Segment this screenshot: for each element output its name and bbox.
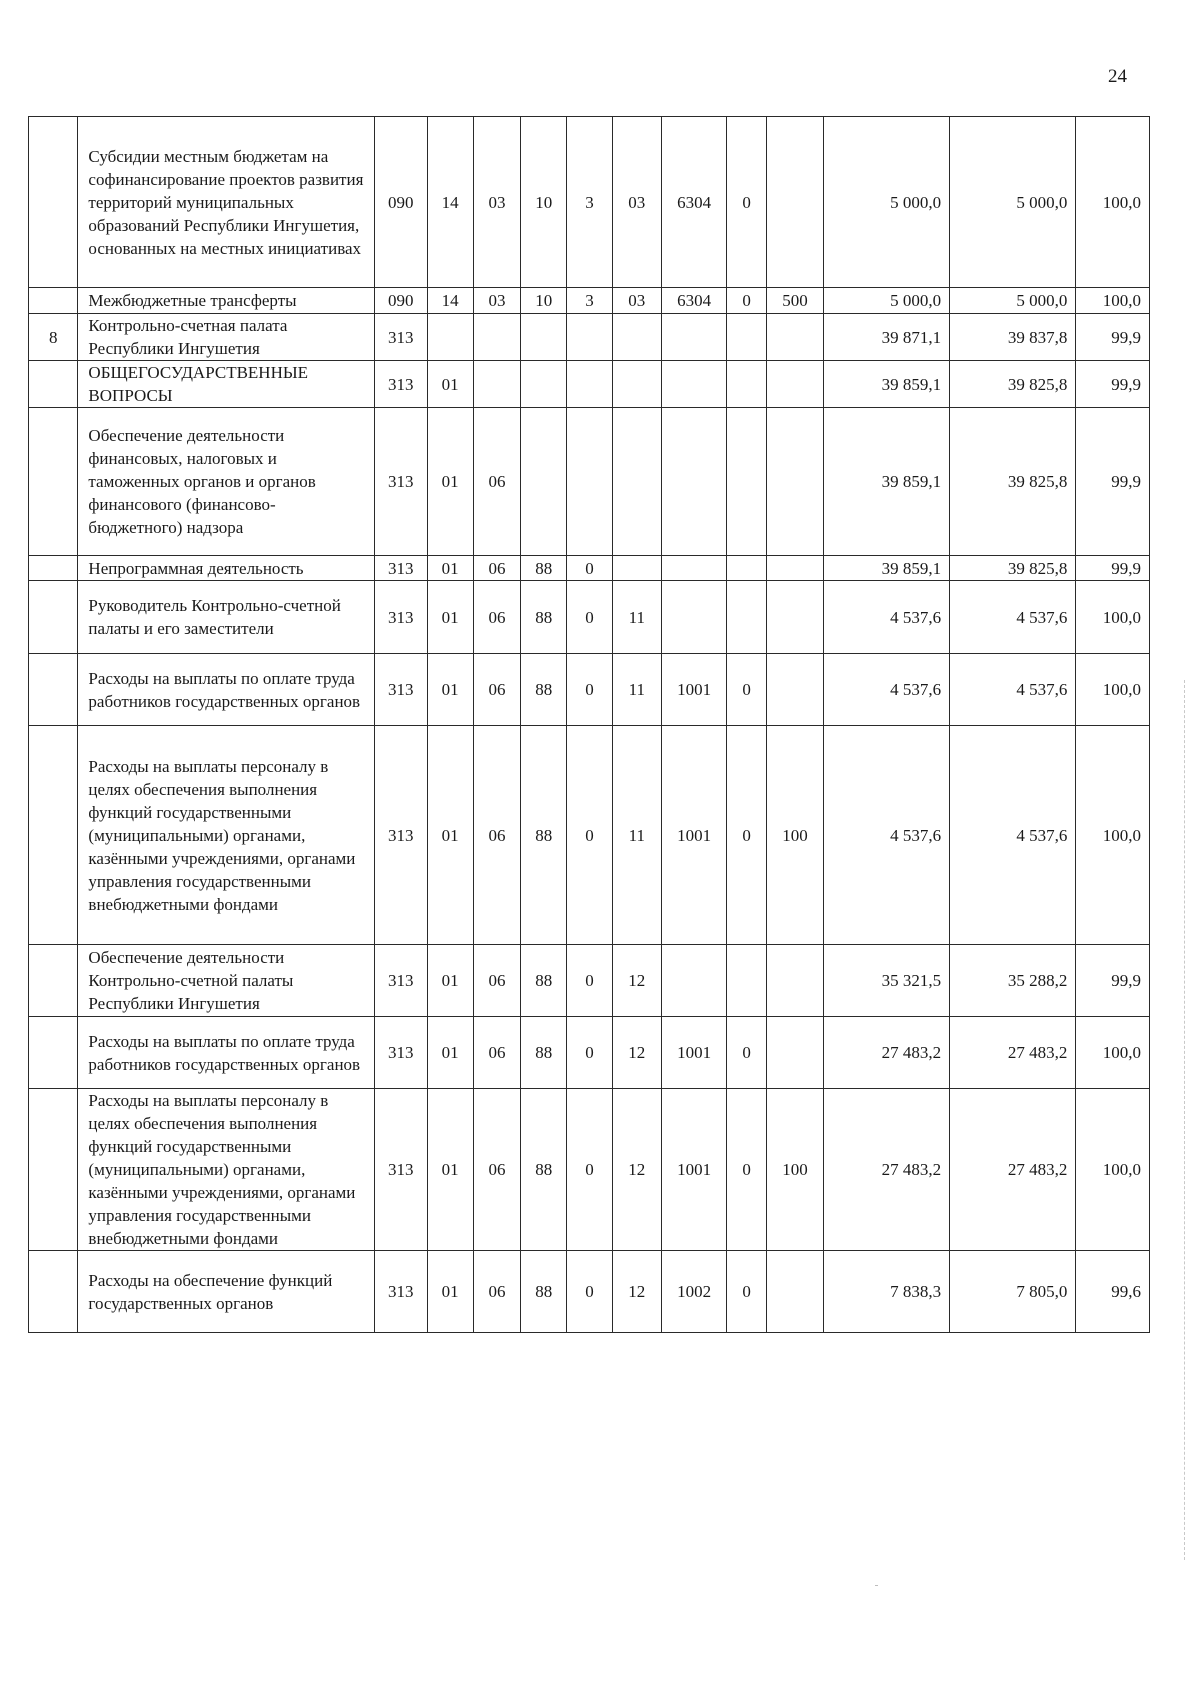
code-subprogram-cell: 0 bbox=[567, 1251, 612, 1333]
table-row bbox=[29, 1017, 1150, 1089]
code-subsection-cell bbox=[473, 361, 520, 408]
code-section-cell: 14 bbox=[427, 288, 473, 314]
code-subsection-cell: 06 bbox=[473, 581, 520, 654]
code-event-cell: 11 bbox=[612, 581, 661, 654]
planned-amount-cell: 27 483,2 bbox=[823, 1089, 949, 1251]
item-name-cell: Непрограммная деятельность bbox=[78, 556, 375, 581]
planned-amount-cell: 39 859,1 bbox=[823, 556, 949, 581]
code-expense-type-cell bbox=[767, 654, 824, 726]
item-name-cell: Расходы на выплаты персоналу в целях обеспечения выполнения функций государственными (муниципальными) органами, казёнными учреждениями, органами управления государственными внебюджетными фондами bbox=[78, 726, 375, 945]
code-section-cell: 01 bbox=[427, 556, 473, 581]
table-row bbox=[29, 117, 1150, 288]
code-direction-cell: 1001 bbox=[662, 1017, 727, 1089]
code-program-cell bbox=[521, 361, 567, 408]
table-row bbox=[29, 408, 1150, 556]
code-subsection-cell: 06 bbox=[473, 556, 520, 581]
code-subprogram-cell: 0 bbox=[567, 726, 612, 945]
code-section-cell: 01 bbox=[427, 581, 473, 654]
code-section-cell: 01 bbox=[427, 945, 473, 1017]
actual-amount-cell: 39 825,8 bbox=[950, 408, 1076, 556]
code-detail-cell: 0 bbox=[727, 726, 767, 945]
code-program-cell bbox=[521, 408, 567, 556]
code-section-cell: 01 bbox=[427, 408, 473, 556]
code-direction-cell bbox=[662, 361, 727, 408]
code-program-cell: 88 bbox=[521, 581, 567, 654]
actual-amount-cell: 39 837,8 bbox=[950, 314, 1076, 361]
code-program-cell: 88 bbox=[521, 1017, 567, 1089]
row-number-cell bbox=[29, 654, 78, 726]
code-expense-type-cell bbox=[767, 1017, 824, 1089]
table-body bbox=[29, 117, 1150, 1333]
code-expense-type-cell bbox=[767, 408, 824, 556]
actual-amount-cell: 35 288,2 bbox=[950, 945, 1076, 1017]
code-expense-type-cell bbox=[767, 945, 824, 1017]
code-program-cell: 88 bbox=[521, 945, 567, 1017]
actual-amount-cell: 7 805,0 bbox=[950, 1251, 1076, 1333]
code-direction-cell: 6304 bbox=[662, 288, 727, 314]
code-event-cell: 12 bbox=[612, 1017, 661, 1089]
code-subprogram-cell bbox=[567, 314, 612, 361]
row-number-cell bbox=[29, 726, 78, 945]
code-ministry-cell: 313 bbox=[374, 408, 427, 556]
planned-amount-cell: 39 871,1 bbox=[823, 314, 949, 361]
row-number-cell bbox=[29, 1017, 78, 1089]
code-direction-cell bbox=[662, 581, 727, 654]
table-row bbox=[29, 945, 1150, 1017]
code-subsection-cell: 06 bbox=[473, 1089, 520, 1251]
row-number-cell bbox=[29, 1251, 78, 1333]
item-name-cell: Субсидии местным бюджетам на софинансирование проектов развития территорий муниципальных образований Республики Ингушетия, основанных на местных инициативах bbox=[78, 117, 375, 288]
row-number-cell: 8 bbox=[29, 314, 78, 361]
code-subsection-cell: 06 bbox=[473, 408, 520, 556]
code-direction-cell: 1001 bbox=[662, 726, 727, 945]
code-direction-cell bbox=[662, 556, 727, 581]
code-direction-cell: 1001 bbox=[662, 1089, 727, 1251]
row-number-cell bbox=[29, 408, 78, 556]
planned-amount-cell: 4 537,6 bbox=[823, 726, 949, 945]
row-number-cell bbox=[29, 556, 78, 581]
table-row bbox=[29, 556, 1150, 581]
actual-amount-cell: 27 483,2 bbox=[950, 1089, 1076, 1251]
table-row bbox=[29, 288, 1150, 314]
code-event-cell: 03 bbox=[612, 117, 661, 288]
execution-percent-cell: 99,6 bbox=[1076, 1251, 1150, 1333]
item-name-cell: Межбюджетные трансферты bbox=[78, 288, 375, 314]
code-ministry-cell: 313 bbox=[374, 314, 427, 361]
row-number-cell bbox=[29, 945, 78, 1017]
code-ministry-cell: 313 bbox=[374, 1017, 427, 1089]
table-row bbox=[29, 654, 1150, 726]
execution-percent-cell: 100,0 bbox=[1076, 726, 1150, 945]
code-ministry-cell: 090 bbox=[374, 117, 427, 288]
execution-percent-cell: 100,0 bbox=[1076, 1089, 1150, 1251]
item-name-cell: Расходы на выплаты по оплате труда работников государственных органов bbox=[78, 1017, 375, 1089]
code-ministry-cell: 313 bbox=[374, 1089, 427, 1251]
code-direction-cell bbox=[662, 408, 727, 556]
code-expense-type-cell bbox=[767, 581, 824, 654]
code-detail-cell bbox=[727, 581, 767, 654]
code-expense-type-cell bbox=[767, 314, 824, 361]
code-subprogram-cell: 0 bbox=[567, 654, 612, 726]
execution-percent-cell: 100,0 bbox=[1076, 1017, 1150, 1089]
code-subprogram-cell: 0 bbox=[567, 1017, 612, 1089]
code-direction-cell: 1001 bbox=[662, 654, 727, 726]
code-event-cell: 12 bbox=[612, 1251, 661, 1333]
scan-speck bbox=[875, 1585, 878, 1586]
code-subprogram-cell bbox=[567, 408, 612, 556]
code-detail-cell: 0 bbox=[727, 117, 767, 288]
row-number-cell bbox=[29, 117, 78, 288]
code-program-cell: 88 bbox=[521, 726, 567, 945]
code-expense-type-cell bbox=[767, 1251, 824, 1333]
code-detail-cell bbox=[727, 314, 767, 361]
code-ministry-cell: 313 bbox=[374, 726, 427, 945]
code-section-cell: 14 bbox=[427, 117, 473, 288]
execution-percent-cell: 99,9 bbox=[1076, 945, 1150, 1017]
code-event-cell: 12 bbox=[612, 1089, 661, 1251]
code-ministry-cell: 313 bbox=[374, 945, 427, 1017]
row-number-cell bbox=[29, 581, 78, 654]
code-program-cell: 88 bbox=[521, 1251, 567, 1333]
code-expense-type-cell bbox=[767, 556, 824, 581]
item-name-cell: Контрольно-счетная палата Республики Ингушетия bbox=[78, 314, 375, 361]
code-event-cell bbox=[612, 314, 661, 361]
code-subsection-cell: 06 bbox=[473, 1251, 520, 1333]
code-event-cell: 03 bbox=[612, 288, 661, 314]
code-subprogram-cell: 0 bbox=[567, 581, 612, 654]
actual-amount-cell: 39 825,8 bbox=[950, 361, 1076, 408]
code-detail-cell: 0 bbox=[727, 1017, 767, 1089]
code-detail-cell bbox=[727, 556, 767, 581]
execution-percent-cell: 99,9 bbox=[1076, 408, 1150, 556]
code-ministry-cell: 313 bbox=[374, 556, 427, 581]
table-row bbox=[29, 361, 1150, 408]
execution-percent-cell: 100,0 bbox=[1076, 288, 1150, 314]
planned-amount-cell: 4 537,6 bbox=[823, 654, 949, 726]
code-detail-cell: 0 bbox=[727, 654, 767, 726]
row-number-cell bbox=[29, 288, 78, 314]
code-subprogram-cell: 0 bbox=[567, 945, 612, 1017]
code-program-cell: 88 bbox=[521, 654, 567, 726]
table-row bbox=[29, 726, 1150, 945]
code-subprogram-cell: 0 bbox=[567, 1089, 612, 1251]
item-name-cell: Расходы на выплаты по оплате труда работников государственных органов bbox=[78, 654, 375, 726]
code-section-cell: 01 bbox=[427, 726, 473, 945]
code-event-cell: 12 bbox=[612, 945, 661, 1017]
code-detail-cell: 0 bbox=[727, 288, 767, 314]
code-section-cell: 01 bbox=[427, 1017, 473, 1089]
actual-amount-cell: 27 483,2 bbox=[950, 1017, 1076, 1089]
code-event-cell bbox=[612, 361, 661, 408]
code-section-cell: 01 bbox=[427, 361, 473, 408]
actual-amount-cell: 4 537,6 bbox=[950, 726, 1076, 945]
code-detail-cell bbox=[727, 945, 767, 1017]
code-event-cell bbox=[612, 556, 661, 581]
code-expense-type-cell bbox=[767, 361, 824, 408]
code-section-cell: 01 bbox=[427, 654, 473, 726]
planned-amount-cell: 5 000,0 bbox=[823, 117, 949, 288]
code-program-cell: 10 bbox=[521, 117, 567, 288]
code-subprogram-cell: 3 bbox=[567, 288, 612, 314]
code-subsection-cell: 06 bbox=[473, 945, 520, 1017]
code-detail-cell: 0 bbox=[727, 1251, 767, 1333]
code-event-cell: 11 bbox=[612, 654, 661, 726]
code-program-cell bbox=[521, 314, 567, 361]
table-row bbox=[29, 314, 1150, 361]
planned-amount-cell: 4 537,6 bbox=[823, 581, 949, 654]
code-program-cell: 88 bbox=[521, 1089, 567, 1251]
item-name-cell: ОБЩЕГОСУДАРСТВЕННЫЕ ВОПРОСЫ bbox=[78, 361, 375, 408]
code-direction-cell: 1002 bbox=[662, 1251, 727, 1333]
code-detail-cell bbox=[727, 408, 767, 556]
actual-amount-cell: 4 537,6 bbox=[950, 654, 1076, 726]
code-program-cell: 88 bbox=[521, 556, 567, 581]
code-subsection-cell bbox=[473, 314, 520, 361]
code-subprogram-cell: 0 bbox=[567, 556, 612, 581]
actual-amount-cell: 5 000,0 bbox=[950, 288, 1076, 314]
code-subprogram-cell bbox=[567, 361, 612, 408]
code-expense-type-cell: 100 bbox=[767, 726, 824, 945]
execution-percent-cell: 99,9 bbox=[1076, 361, 1150, 408]
code-ministry-cell: 313 bbox=[374, 361, 427, 408]
execution-percent-cell: 100,0 bbox=[1076, 581, 1150, 654]
code-event-cell: 11 bbox=[612, 726, 661, 945]
code-ministry-cell: 313 bbox=[374, 1251, 427, 1333]
actual-amount-cell: 39 825,8 bbox=[950, 556, 1076, 581]
code-direction-cell bbox=[662, 314, 727, 361]
table-row bbox=[29, 581, 1150, 654]
code-detail-cell: 0 bbox=[727, 1089, 767, 1251]
page-number: 24 bbox=[1108, 66, 1127, 87]
planned-amount-cell: 27 483,2 bbox=[823, 1017, 949, 1089]
planned-amount-cell: 39 859,1 bbox=[823, 408, 949, 556]
code-direction-cell: 6304 bbox=[662, 117, 727, 288]
budget-table bbox=[28, 116, 1150, 1333]
code-subsection-cell: 06 bbox=[473, 1017, 520, 1089]
code-subsection-cell: 03 bbox=[473, 288, 520, 314]
code-detail-cell bbox=[727, 361, 767, 408]
code-section-cell: 01 bbox=[427, 1089, 473, 1251]
table-row bbox=[29, 1089, 1150, 1251]
code-subsection-cell: 03 bbox=[473, 117, 520, 288]
code-section-cell bbox=[427, 314, 473, 361]
code-ministry-cell: 090 bbox=[374, 288, 427, 314]
item-name-cell: Обеспечение деятельности Контрольно-счетной палаты Республики Ингушетия bbox=[78, 945, 375, 1017]
execution-percent-cell: 99,9 bbox=[1076, 556, 1150, 581]
execution-percent-cell: 99,9 bbox=[1076, 314, 1150, 361]
code-subsection-cell: 06 bbox=[473, 726, 520, 945]
planned-amount-cell: 7 838,3 bbox=[823, 1251, 949, 1333]
code-ministry-cell: 313 bbox=[374, 654, 427, 726]
scan-edge-line bbox=[1184, 680, 1185, 1560]
item-name-cell: Расходы на обеспечение функций государственных органов bbox=[78, 1251, 375, 1333]
table-row bbox=[29, 1251, 1150, 1333]
code-direction-cell bbox=[662, 945, 727, 1017]
actual-amount-cell: 4 537,6 bbox=[950, 581, 1076, 654]
actual-amount-cell: 5 000,0 bbox=[950, 117, 1076, 288]
item-name-cell: Руководитель Контрольно-счетной палаты и его заместители bbox=[78, 581, 375, 654]
execution-percent-cell: 100,0 bbox=[1076, 654, 1150, 726]
code-subsection-cell: 06 bbox=[473, 654, 520, 726]
planned-amount-cell: 35 321,5 bbox=[823, 945, 949, 1017]
planned-amount-cell: 5 000,0 bbox=[823, 288, 949, 314]
code-expense-type-cell: 500 bbox=[767, 288, 824, 314]
item-name-cell: Обеспечение деятельности финансовых, налоговых и таможенных органов и органов финансового (финансово-бюджетного) надзора bbox=[78, 408, 375, 556]
item-name-cell: Расходы на выплаты персоналу в целях обеспечения выполнения функций государственными (муниципальными) органами, казёнными учреждениями, органами управления государственными внебюджетными фондами bbox=[78, 1089, 375, 1251]
execution-percent-cell: 100,0 bbox=[1076, 117, 1150, 288]
code-ministry-cell: 313 bbox=[374, 581, 427, 654]
code-program-cell: 10 bbox=[521, 288, 567, 314]
code-subprogram-cell: 3 bbox=[567, 117, 612, 288]
row-number-cell bbox=[29, 361, 78, 408]
row-number-cell bbox=[29, 1089, 78, 1251]
code-expense-type-cell: 100 bbox=[767, 1089, 824, 1251]
code-event-cell bbox=[612, 408, 661, 556]
code-expense-type-cell bbox=[767, 117, 824, 288]
code-section-cell: 01 bbox=[427, 1251, 473, 1333]
planned-amount-cell: 39 859,1 bbox=[823, 361, 949, 408]
